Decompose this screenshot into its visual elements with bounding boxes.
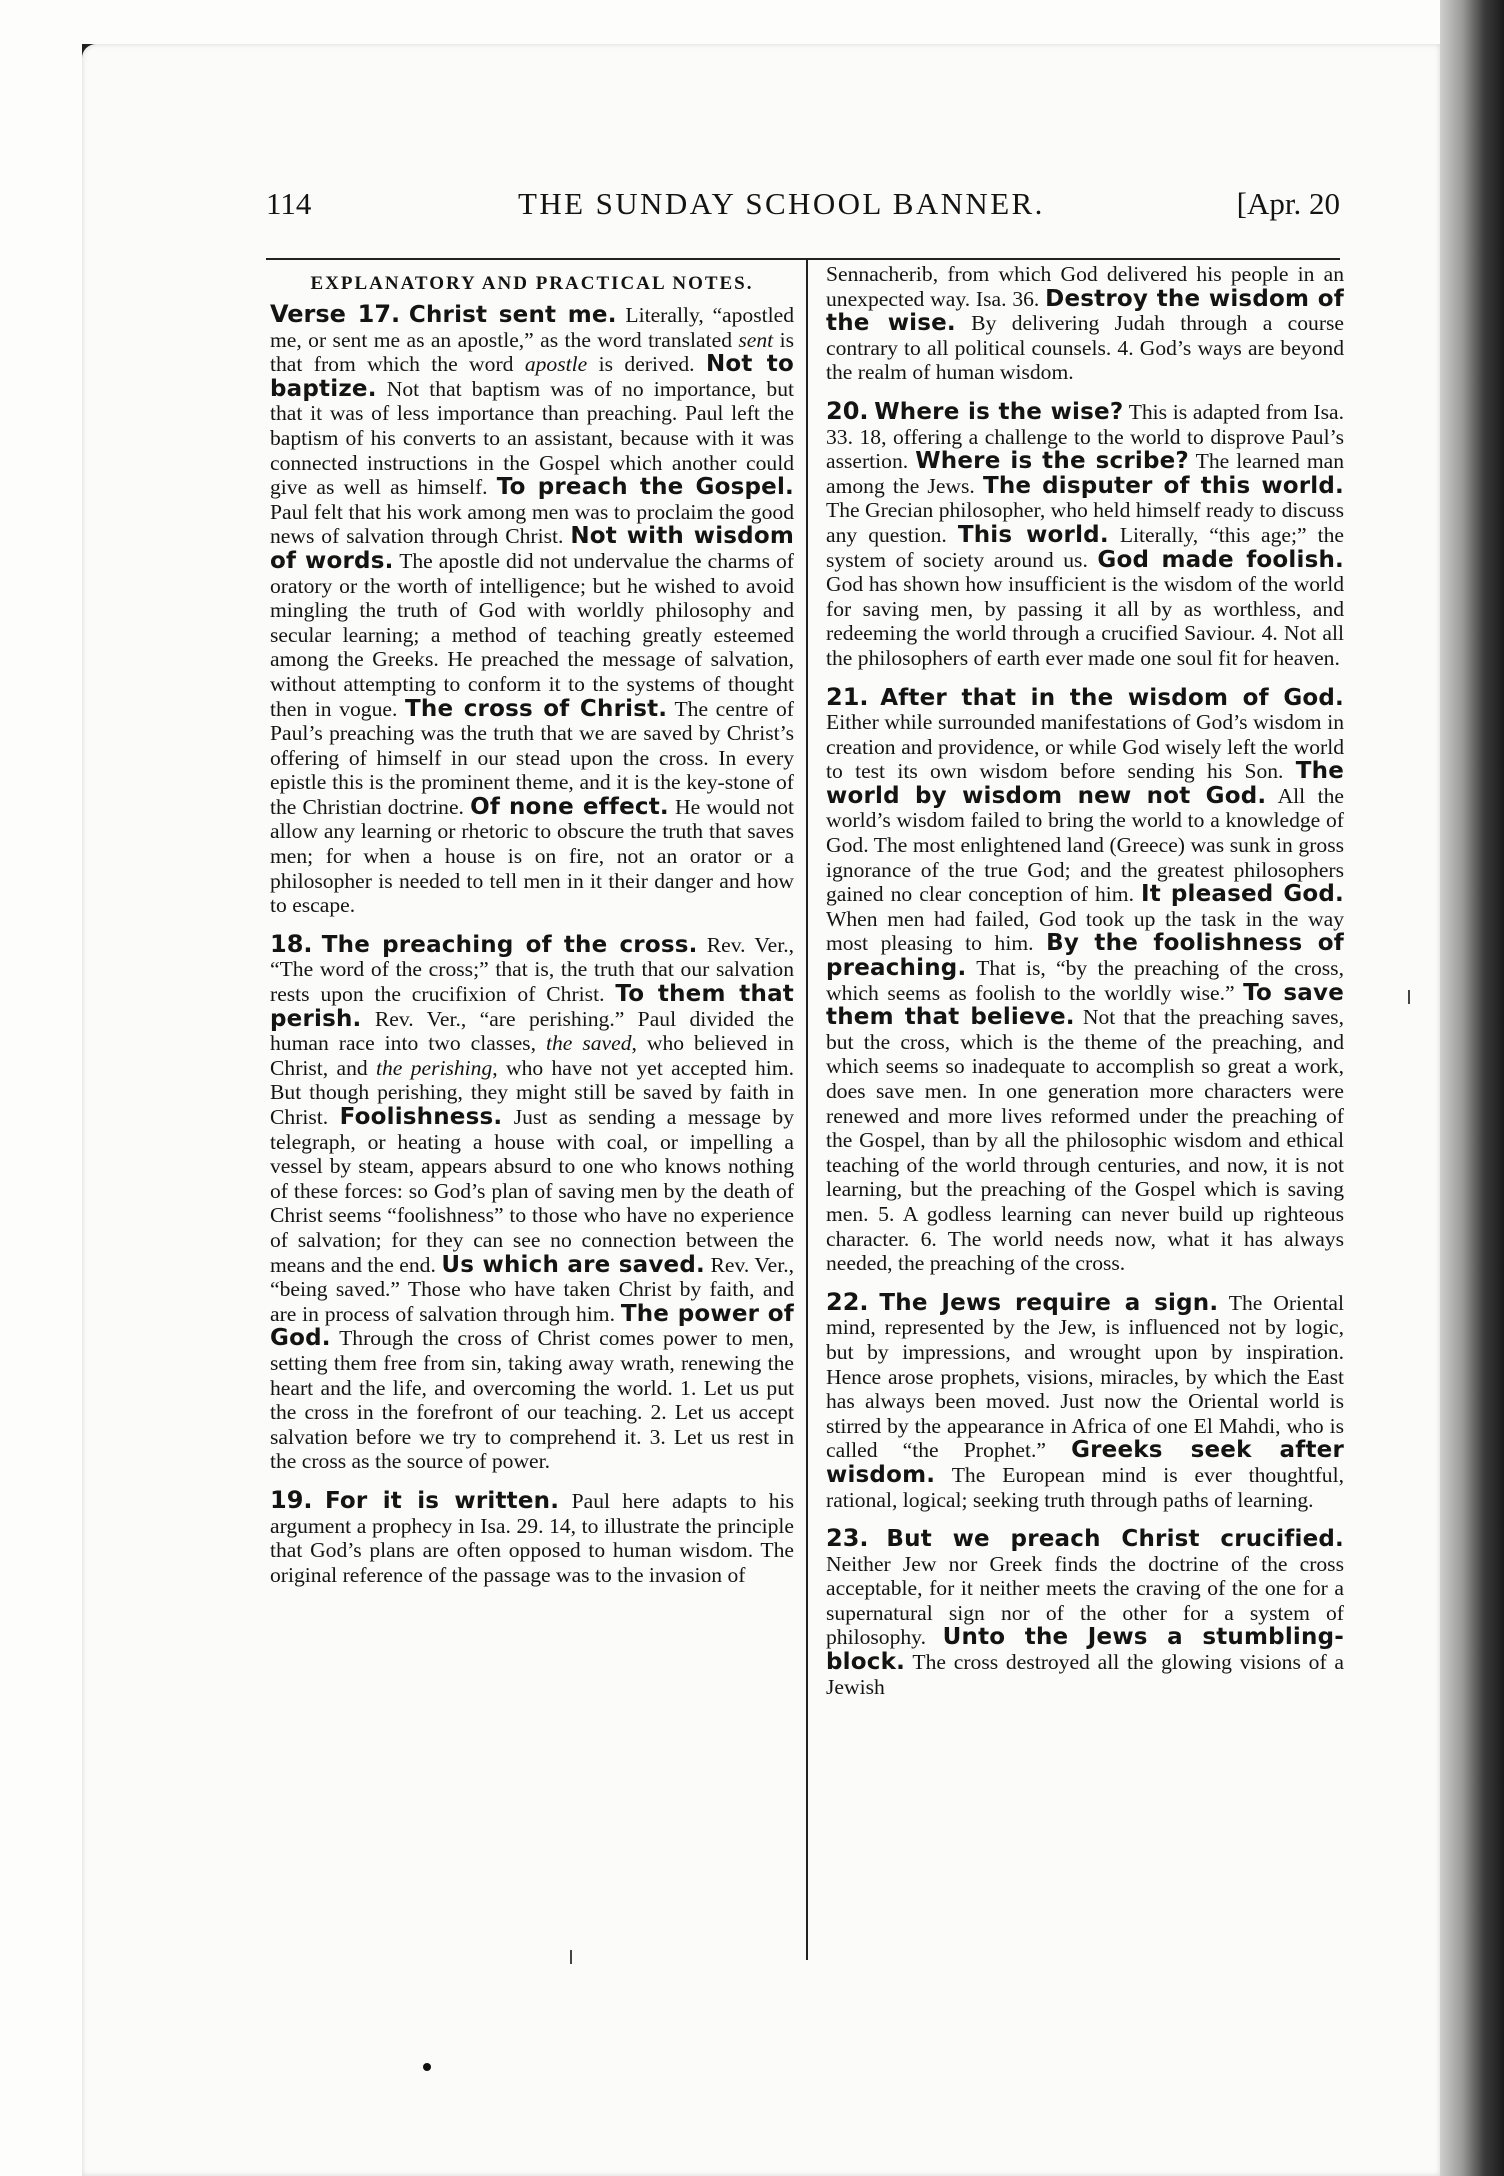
verse-phrase: By the foolishness of preaching.: [826, 930, 1344, 982]
note-text: The European mind is ever thoughtful, rational, logical; seeking truth through paths of learning.: [826, 1462, 1344, 1512]
verse-number: 18.: [270, 929, 313, 958]
note-verse-20: [826, 396, 1345, 671]
note-text: The apostle did not undervalue the charms of oratory or the worth of intelligence; but he wished to avoid mingling the truth of God with worldly philosophy and secular learning; a method of teaching greatly esteemed among the Greeks. He preached the message of salvation, without attempting to conform it to the systems of thought then in vogue.: [270, 548, 795, 721]
verse-phrase: Where is the wise?: [874, 398, 1124, 425]
verse-phrase: Not with wisdom of words.: [270, 523, 794, 574]
verse-number: 22.: [826, 1287, 869, 1316]
note-verse-23: [826, 1526, 1344, 1699]
verse-phrase: Of none effect.: [470, 793, 669, 820]
note-verse-19: [270, 1485, 795, 1587]
verse-phrase: The Jews require a sign.: [879, 1289, 1219, 1316]
note-verse-22: [826, 1287, 1344, 1512]
note-text: is that from which the word: [270, 327, 794, 377]
note-verse-21: [826, 682, 1344, 1276]
verse-phrase: Not to baptize.: [270, 351, 794, 402]
verse-phrase: It pleased God.: [1141, 881, 1344, 908]
verse-phrase: Us which are saved.: [441, 1251, 705, 1278]
note-text: The centre of Paul’s preaching was the truth that we are saved by Christ’s offering of himself in our stead upon the cross. In every epistle this is the prominent theme, and it is the key-stone of the Christian doctrine.: [270, 696, 795, 819]
note-text: , who have not yet accepted him. But though perishing, they might still be saved by faith in Christ.: [270, 1055, 794, 1129]
journal-title: THE SUNDAY SCHOOL BANNER.: [518, 186, 1045, 221]
verse-number: 23.: [826, 1524, 869, 1553]
header-rule: [266, 258, 1340, 260]
page-margin-top: [0, 0, 1440, 44]
note-text: is derived.: [587, 352, 706, 377]
page-margin-left: [0, 0, 82, 2176]
note-text: Not that baptism was of no importance, but that it was of less importance than preaching. Paul left the baptism of his converts to an assistant, because with it was connected instructions in the Gospel which another could give as well as himself.: [270, 376, 794, 500]
page-edge-shadow: [1440, 0, 1504, 2176]
note-text: Through the cross of Christ comes power to men, setting them free from sin, taking away wrath, renewing the heart and the life, and overcoming the world. 1. Let us put the cross in the forefront of our teaching. 2. Let us accept salvation before we try to comprehend it. 3. Let us rest in the cross as the source of power.: [270, 1326, 794, 1474]
running-header: [266, 186, 1340, 226]
section-title: EXPLANATORY AND PRACTICAL NOTES.: [310, 273, 754, 294]
note-text: The Oriental mind, represented by the Jew, is influenced not by logic, but by impressions, and wrought upon by inspiration. Hence arose prophets, visions, miracles, by which the East has always been moved. Just now the Oriental world is stirred by the appearance in Africa of one El Mahdi, who is called “the Prophet.”: [826, 1290, 1344, 1463]
note-text: All the world’s wisdom failed to bring the world to a knowledge of God. The most enlightened land (Greece) was sunk in gross ignorance of the true God; and the greatest philosophers gained no clear conception of him.: [826, 783, 1344, 907]
verse-phrase: The world by wisdom new not God.: [826, 758, 1344, 809]
note-continued: [826, 262, 1344, 385]
italic-term: the perishing: [376, 1055, 493, 1080]
note-text: Either while surrounded manifestations of God’s wisdom in creation and providence, or while God wisely left the world to test its own wisdom before sending his Son.: [826, 710, 1344, 784]
verse-phrase: For it is written.: [324, 1487, 560, 1514]
verse-number: 20.: [826, 396, 869, 425]
verse-number: 19.: [270, 1485, 313, 1514]
verse-phrase: The cross of Christ.: [405, 695, 668, 722]
verse-number: 21.: [826, 682, 869, 711]
ink-speck: [423, 2063, 431, 2071]
verse-label: Verse 17.: [270, 300, 401, 328]
note-text: The Grecian philosopher, who held himself ready to discuss any question.: [826, 498, 1344, 547]
verse-phrase: Where is the scribe?: [915, 448, 1189, 475]
note-text: Sennacherib, from which God delivered his people in an unexpected way. Isa. 36.: [826, 262, 1344, 311]
note-text: Paul felt that his work among men was to proclaim the good news of salvation through Christ.: [270, 499, 794, 549]
note-text: He would not allow any learning or rhetoric to obscure the truth that saves men; for when a house is on fire, not an orator or a philosopher is needed to tell men in it their danger and how to escape.: [270, 794, 794, 918]
verse-phrase: God made foolish.: [1097, 546, 1344, 573]
verse-phrase: Christ sent me.: [408, 302, 617, 328]
note-text: That is, “by the preaching of the cross, which seems as foolish to the worldly wise.”: [826, 956, 1344, 1005]
right-column: [826, 262, 1344, 1713]
verse-phrase: This world.: [957, 521, 1109, 548]
ink-mark: [570, 1950, 572, 1964]
ink-mark: [1408, 990, 1410, 1004]
verse-phrase: Greeks seek after wisdom.: [826, 1437, 1344, 1488]
note-verse-17: [270, 302, 794, 918]
italic-term: apostle: [524, 352, 588, 377]
left-column: [270, 262, 794, 1601]
note-text: Paul here adapts to his argument a prophecy in Isa. 29. 14, to illustrate the principle that God’s plans are often opposed to human wisdom. The original reference of the passage was to the invasion of: [270, 1488, 795, 1587]
note-text: By delivering Judah through a course contrary to all political counsels. 4. God’s ways are beyond the realm of human wisdom.: [826, 311, 1344, 385]
verse-phrase: After that in the wisdom of God.: [880, 684, 1344, 711]
verse-phrase: Foolishness.: [339, 1104, 503, 1130]
note-verse-18: [270, 929, 795, 1474]
note-text: Rev. Ver., “The word of the cross;” that is, the truth that our salvation rests upon the crucifixion of Christ.: [270, 932, 794, 1007]
note-text: This is adapted from Isa. 33. 18, offering a challenge to the world to disprove Paul’s assertion.: [826, 399, 1345, 474]
note-text: Rev. Ver., “being saved.” Those who have taken Christ by faith, and are in process of salvation through him.: [270, 1252, 794, 1326]
note-text: The cross destroyed all the glowing visions of a Jewish: [826, 1650, 1344, 1699]
verse-phrase: The disputer of this world.: [982, 472, 1344, 499]
italic-term: the saved: [545, 1031, 632, 1056]
note-text: Not that the preaching saves, but the cross, which is the theme of the preaching, and which seems so inadequate to accomplish so great a work, does save men. In one generation more characters were renewed and more lives reformed under the preaching of the Gospel, than by all the philosophic wisdom and ethical teaching of the world through centuries, and now, it is not learning, but the preaching of the Gospel which is saving men. 5. A godless learning can never build up righteous character. 6. The world needs now, what it has always needed, the preaching of the cross.: [826, 1005, 1344, 1276]
verse-phrase: But we preach Christ crucified.: [886, 1526, 1344, 1553]
verse-phrase: Destroy the wisdom of the wise.: [826, 285, 1344, 337]
note-text: , who believed in Christ, and: [270, 1031, 794, 1080]
note-text: Neither Jew nor Greek finds the doctrine of the cross acceptable, for it neither meets the craving of the one for a supernatural sign nor of the other for a system of philosophy.: [826, 1551, 1344, 1650]
note-text: When men had failed, God took up the task in the way most pleasing to him.: [826, 906, 1344, 956]
column-divider: [806, 260, 808, 1960]
note-text: Literally, “apostled me, or sent me as an apostle,” as the word translated: [270, 303, 795, 352]
verse-phrase: To them that perish.: [270, 981, 794, 1032]
verse-phrase: The preaching of the cross.: [321, 931, 698, 958]
page-number: 114: [266, 186, 312, 221]
verse-phrase: Unto the Jews a stumbling-block.: [826, 1624, 1344, 1676]
issue-date: [Apr. 20: [1236, 186, 1340, 221]
italic-term: sent: [738, 327, 774, 352]
verse-phrase: To preach the Gospel.: [496, 474, 794, 501]
note-text: Just as sending a message by telegraph, or heating a house with coal, or impelling a vessel by steam, appears absurd to one who knows nothing of these forces: so God’s plan of saving men by the death of Christ seems “foolishness” to those who have no experience of salvation; for they can see no connection between the means and the end.: [270, 1105, 794, 1277]
note-text: Literally, “this age;” the system of society around us.: [826, 522, 1344, 572]
note-text: God has shown how insufficient is the wisdom of the world for saving men, by passing it all by as worthless, and redeeming the world through a crucified Saviour. 4. Not all the philosophers of earth ever made one soul fit for heaven.: [826, 572, 1344, 670]
verse-phrase: The power of God.: [270, 1300, 795, 1352]
note-text: Rev. Ver., “are perishing.” Paul divided the human race into two classes,: [270, 1006, 794, 1056]
verse-phrase: To save them that believe.: [826, 979, 1344, 1031]
note-text: The learned man among the Jews.: [826, 449, 1345, 498]
